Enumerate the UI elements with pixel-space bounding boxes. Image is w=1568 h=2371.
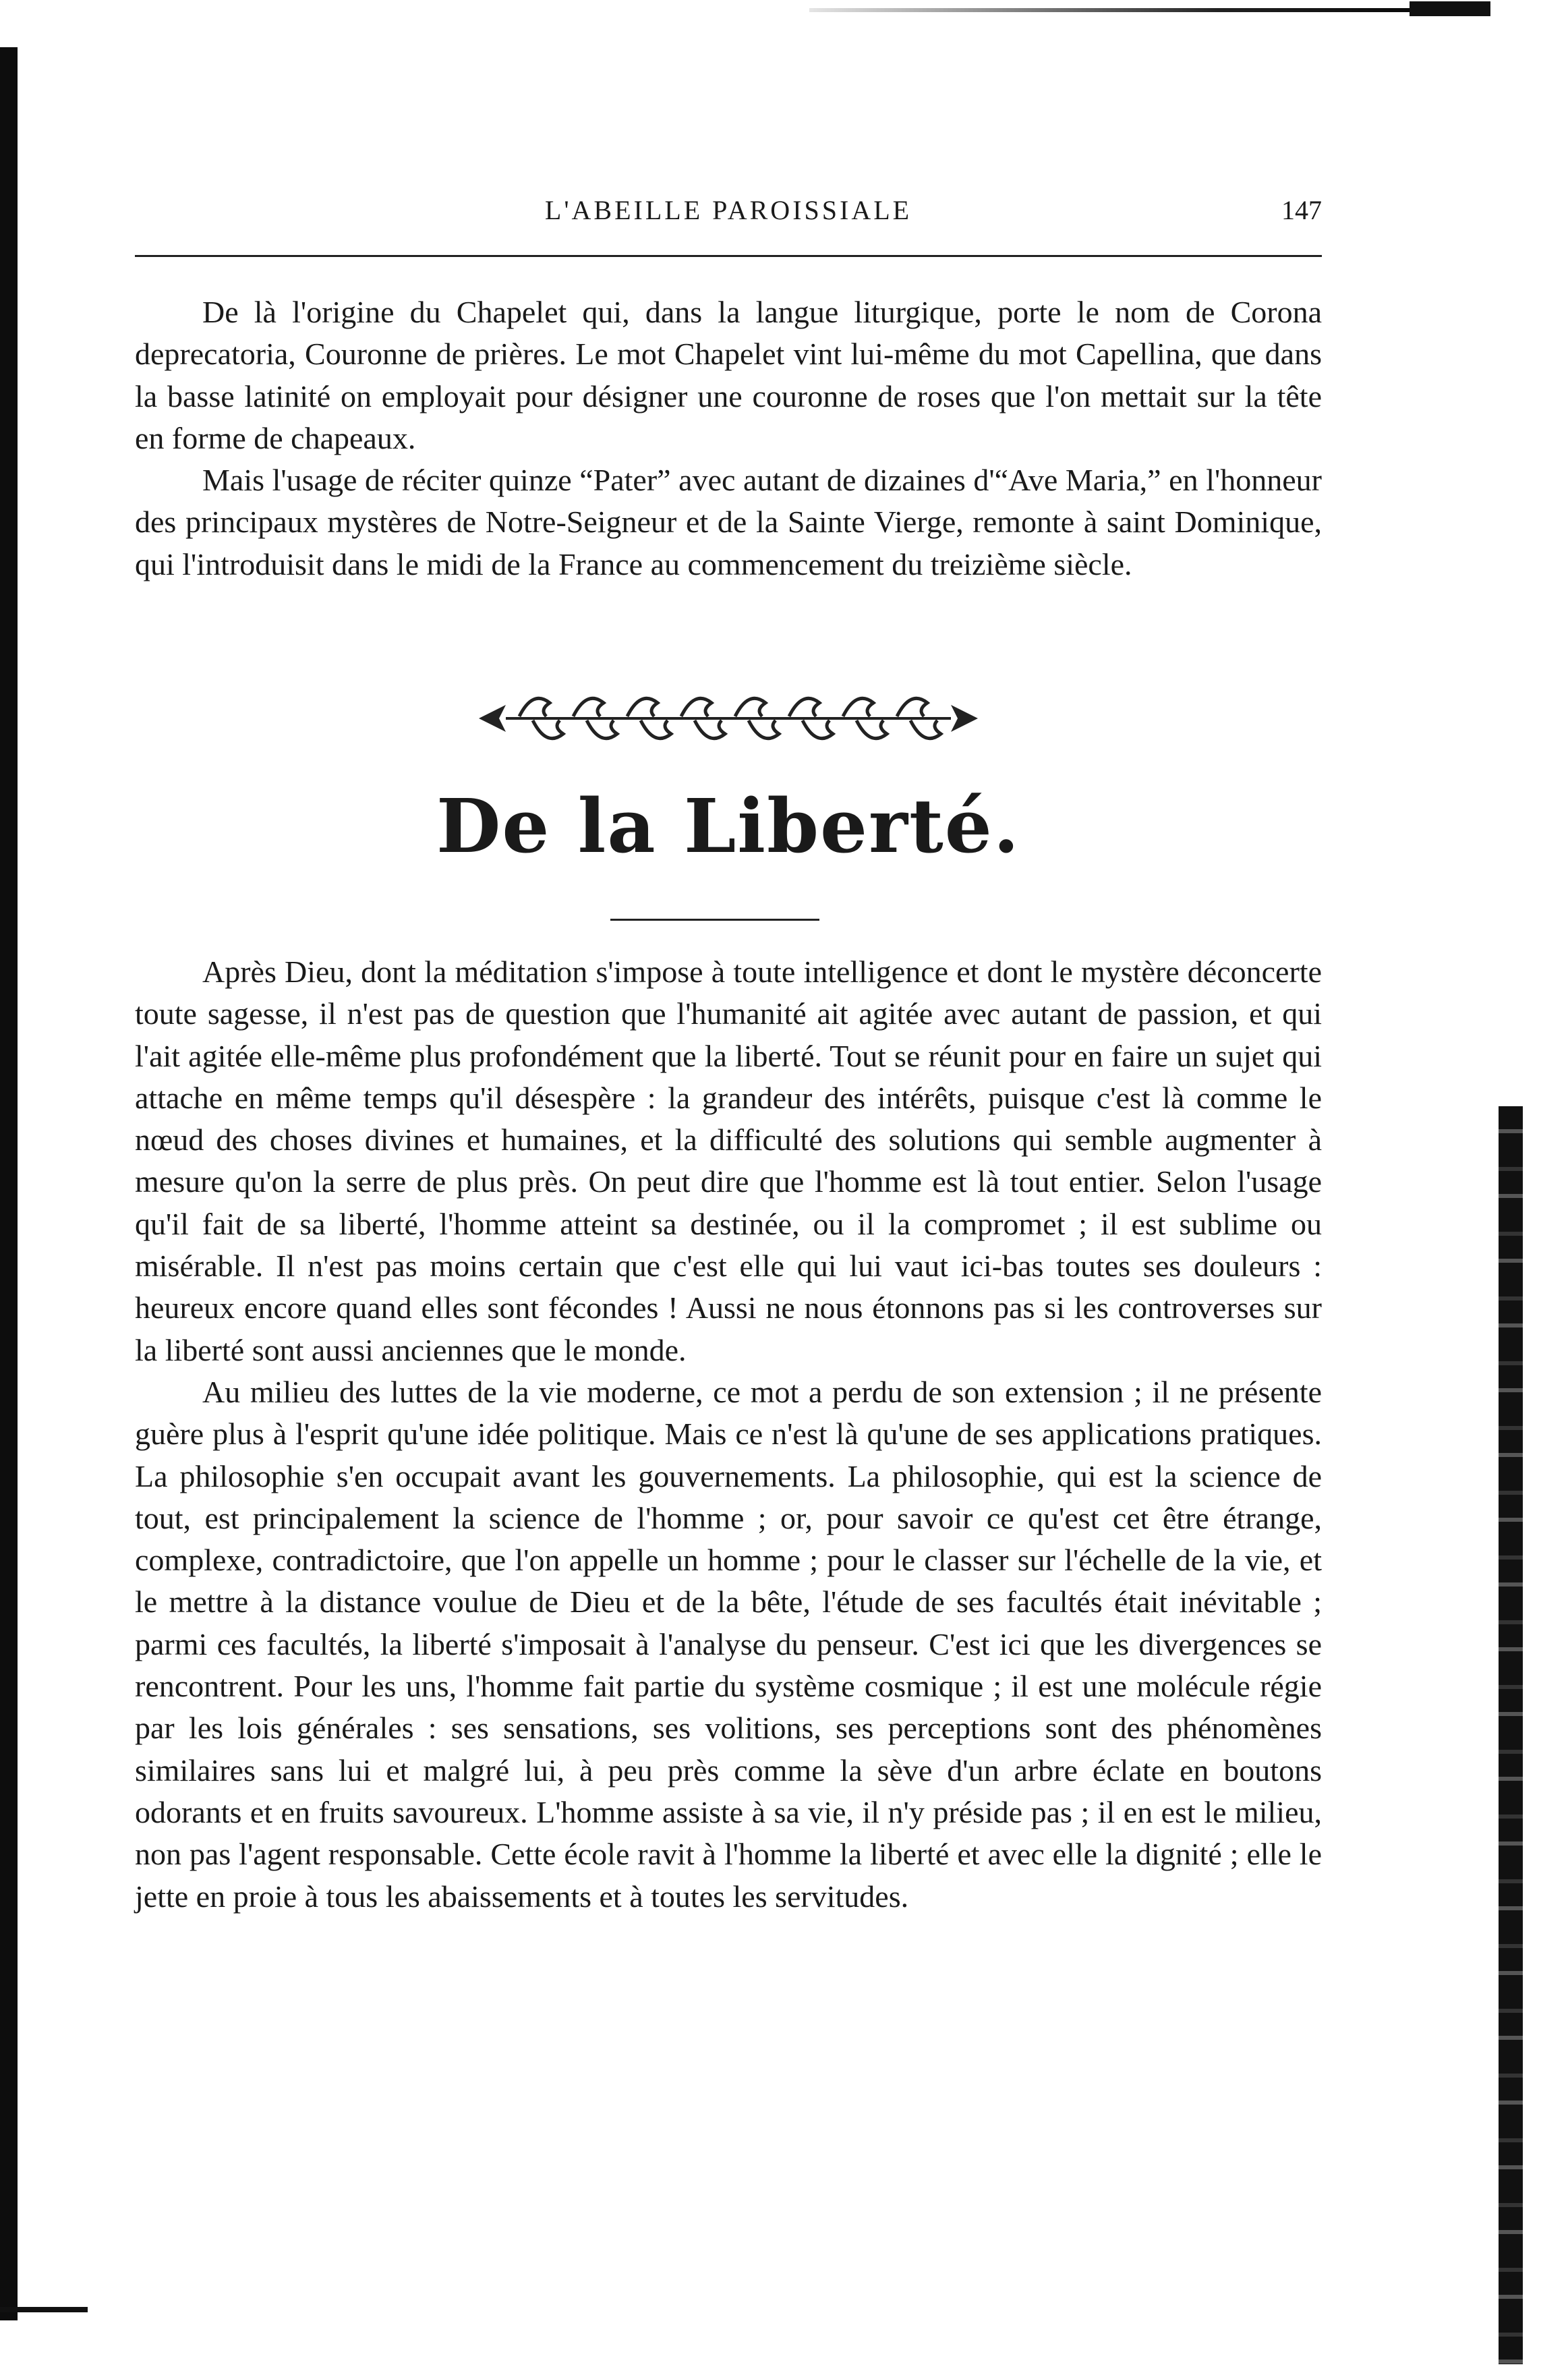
title-rule xyxy=(610,919,819,921)
scan-top-mark xyxy=(1410,1,1490,16)
intro-text xyxy=(135,291,1322,585)
page-number: 147 xyxy=(1281,195,1322,225)
scan-corner-bottom xyxy=(0,2307,88,2312)
decorative-ornament xyxy=(472,681,985,755)
intro-paragraph-2: Mais l'usage de réciter quinze “Pater” avec autant de dizaines d'“Ave Maria,” en l'honneur des principaux mystères de Notre-Seigneur et de la Sainte Vierge, remonte à saint Dominique, qui l'introduisit dans le midi de la France au commencement du treizième siècle. xyxy=(135,463,1322,581)
scan-edge-left xyxy=(0,47,18,2320)
page-header xyxy=(135,188,1322,235)
article-paragraph-2: Au milieu des luttes de la vie moderne, ce mot a perdu de son extension ; il ne présente guère plus à l'esprit qu'une idée politique. Mais ce n'est là qu'une de ses applications pratiques. La philosophie s'en occupait avant les gouvernements. La philosophie, qui est la science de tout, est principalement la science de l'homme ; or, pour savoir ce qu'est cet être étrange, complexe, contradictoire, que l'on appelle un homme ; pour le classer sur l'échelle de la vie, et le mettre à la distance voulue de Dieu et de la bête, l'étude de ses facultés était inévitable ; parmi ces facultés, la liberté s'imposait à l'analyse du penseur. C'est ici que les divergences se rencontrent. Pour les uns, l'homme fait partie du système cosmique ; il est une molécule régie par les lois générales : ses sensations, ses volitions, ses perceptions sont des phénomènes similaires sans lui et malgré lui, à peu près comme la sève d'un arbre éclate en boutons odorants et en fruits savoureux. L'homme assiste à sa vie, il n'y préside pas ; il en est le milieu, non pas l'agent responsable. Cette école ravit à l'homme la liberté et avec elle la dignité ; elle le jette en proie à tous les abaissements et à toutes les servitudes. xyxy=(135,1374,1322,1914)
article-text xyxy=(135,951,1322,1918)
header-rule xyxy=(135,255,1322,257)
scan-edge-right xyxy=(1499,1106,1523,2364)
intro-paragraph-1: De là l'origine du Chapelet qui, dans la langue liturgique, porte le nom de Corona deprecatoria, Couronne de prières. Le mot Chapelet vint lui-même du mot Capellina, que dans la basse latinité on employait pour désigner une couronne de roses que l'on mettait sur la tête en forme de chapeaux. xyxy=(135,295,1322,455)
running-title: L'ABEILLE PAROISSIALE xyxy=(544,195,912,225)
article-paragraph-1: Après Dieu, dont la méditation s'impose à toute intelligence et dont le mystère déconcerte toute sagesse, il n'est pas de question que l'humanité ait agitée avec autant de passion, et qui l'ait agitée elle-même plus profondément que la liberté. Tout se réunit pour en faire un sujet qui attache en même temps qu'il désespère : la grandeur des intérêts, puisque c'est là comme le nœud des choses divines et humaines, et la difficulté des solutions qui semble augmenter à mesure qu'on la serre de plus près. On peut dire que l'homme est là tout entier. Selon l'usage qu'il fait de sa liberté, l'homme atteint sa destinée, ou il la compromet ; il est sublime ou misérable. Il n'est pas moins certain que c'est elle qui lui vaut ici-bas toutes ses douleurs : heureux encore quand elles sont fécondes ! Aussi ne nous étonnons pas si les controverses sur la liberté sont aussi anciennes que le monde. xyxy=(135,954,1322,1367)
scan-top-line xyxy=(809,8,1490,12)
section-title: De la Liberté. xyxy=(436,782,1021,869)
